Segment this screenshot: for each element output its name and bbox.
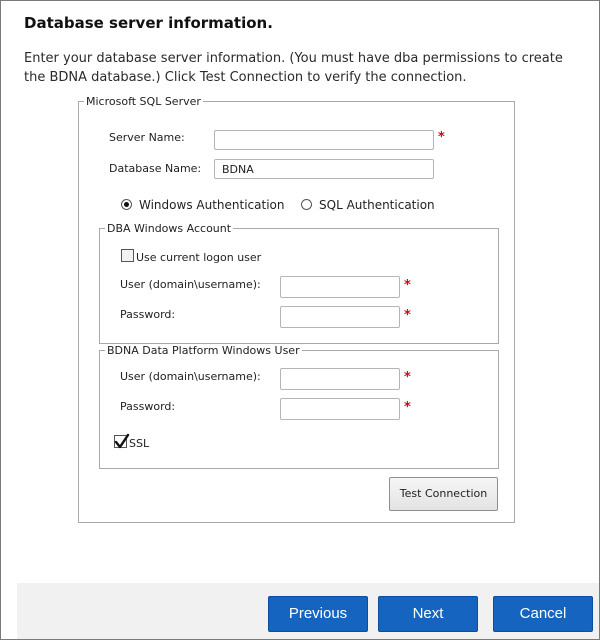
ssl-label[interactable]: SSL: [129, 437, 150, 450]
intro-text: Enter your database server information. (You must have dba permissions to create the BDNA database.) Click Test Connection to verify the connection.: [24, 51, 563, 85]
windows-auth-radio[interactable]: [121, 199, 132, 210]
sql-auth-radio[interactable]: [301, 199, 312, 210]
checkmark-icon: [114, 433, 130, 450]
server-name-input[interactable]: [214, 130, 434, 150]
database-name-input[interactable]: [214, 159, 434, 179]
sql-auth-label[interactable]: SQL Authentication: [319, 198, 435, 212]
dba-user-required-marker: *: [404, 278, 411, 293]
dba-password-required-marker: *: [404, 308, 411, 323]
dba-user-input[interactable]: [280, 276, 400, 298]
database-name-label: Database Name:: [109, 162, 202, 175]
server-name-required-marker: *: [438, 130, 445, 145]
use-current-logon-checkbox[interactable]: [121, 249, 134, 262]
ssl-checkbox[interactable]: [114, 435, 127, 448]
test-connection-button[interactable]: Test Connection: [389, 477, 498, 511]
dba-user-label: User (domain\username):: [120, 278, 261, 291]
platform-password-input[interactable]: [280, 398, 400, 420]
platform-user-input[interactable]: [280, 368, 400, 390]
page-title: Database server information.: [24, 14, 273, 32]
platform-password-label: Password:: [120, 400, 176, 413]
sql-server-legend: Microsoft SQL Server: [86, 95, 201, 108]
previous-button[interactable]: Previous: [268, 596, 368, 632]
radio-selected-dot: [124, 202, 129, 207]
use-current-logon-label[interactable]: Use current logon user: [136, 251, 262, 264]
server-name-label: Server Name:: [109, 131, 185, 144]
dba-password-label: Password:: [120, 308, 176, 321]
dba-account-legend: DBA Windows Account: [107, 222, 232, 235]
next-button[interactable]: Next: [378, 596, 478, 632]
windows-auth-label[interactable]: Windows Authentication: [139, 198, 285, 212]
platform-user-required-marker: *: [404, 370, 411, 385]
platform-user-legend: BDNA Data Platform Windows User: [107, 344, 300, 357]
platform-password-required-marker: *: [404, 400, 411, 415]
cancel-button[interactable]: Cancel: [493, 596, 593, 632]
platform-user-label: User (domain\username):: [120, 370, 261, 383]
dba-password-input[interactable]: [280, 306, 400, 328]
